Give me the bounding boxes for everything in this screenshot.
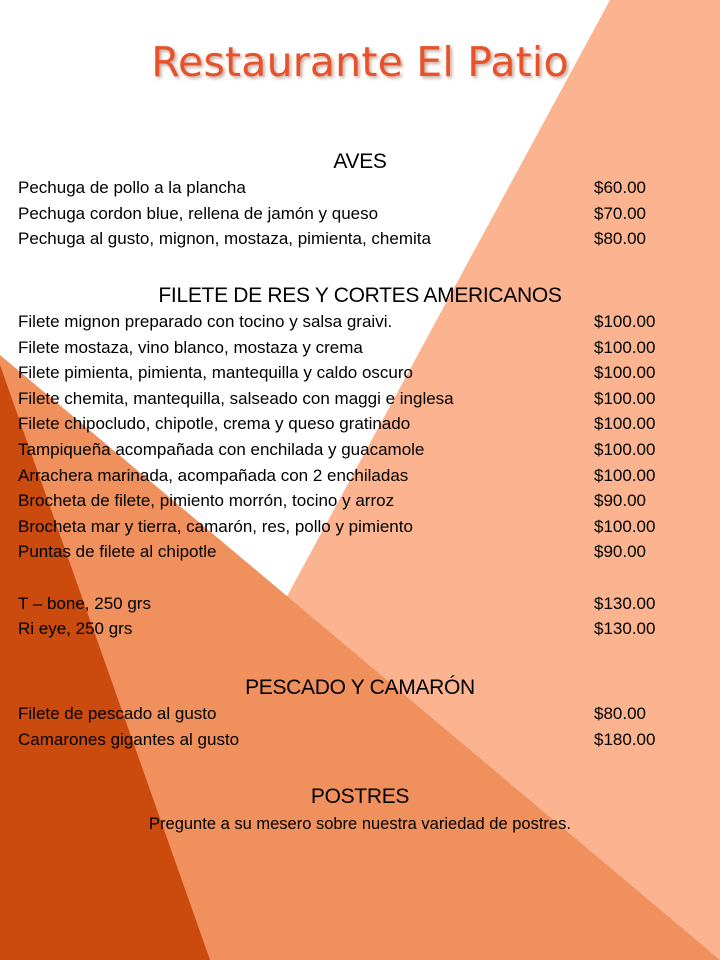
menu-item: [0, 309, 720, 335]
section-aves: [0, 149, 720, 252]
item-price: $100.00: [594, 363, 656, 383]
item-name: Camarones gigantes al gusto: [18, 729, 240, 749]
section-title-pescado: PESCADO Y CAMARÓN: [245, 676, 475, 699]
item-price: $100.00: [594, 465, 656, 485]
menu-item: [0, 701, 720, 727]
menu-item: [0, 175, 720, 201]
menu-item: [0, 591, 720, 617]
item-price: $100.00: [594, 439, 656, 459]
item-name: Filete pimienta, pimienta, mantequilla y caldo oscuro: [18, 363, 413, 383]
restaurant-title: Restaurante El Patio: [151, 38, 569, 86]
menu-item: [0, 386, 720, 412]
item-price: $90.00: [594, 542, 646, 562]
item-price: $100.00: [594, 414, 656, 434]
menu-spacer: [0, 565, 720, 591]
item-price: $80.00: [594, 704, 646, 723]
postres-note: Pregunte a su mesero sobre nuestra variedad de postres.: [149, 815, 571, 833]
menu-item: [0, 201, 720, 227]
item-name: Pechuga cordon blue, rellena de jamón y queso: [18, 203, 379, 223]
section-title-postres: POSTRES: [310, 785, 410, 808]
item-price: $100.00: [594, 388, 656, 408]
item-name: Filete mostaza, vino blanco, mostaza y crema: [18, 337, 363, 357]
item-price: $100.00: [594, 337, 656, 357]
item-name: Ri eye, 250 grs: [18, 619, 133, 639]
menu-item: [0, 360, 720, 386]
item-name: Puntas de filete al chipotle: [18, 542, 217, 562]
item-price: $130.00: [594, 593, 656, 613]
item-name: Brocheta de filete, pimiento morrón, tocino y arroz: [18, 491, 395, 511]
section-pescado: [0, 675, 720, 752]
item-name: T – bone, 250 grs: [18, 593, 151, 613]
menu-item: [0, 514, 720, 540]
item-name: Brocheta mar y tierra, camarón, res, pollo y pimiento: [18, 516, 413, 536]
item-price: $180.00: [594, 729, 656, 749]
item-name: Pechuga de pollo a la plancha: [18, 178, 246, 197]
section-filete: [0, 283, 720, 642]
menu-item: [0, 335, 720, 361]
item-name: Filete de pescado al gusto: [18, 704, 217, 723]
item-price: $90.00: [594, 491, 646, 511]
item-price: $70.00: [594, 203, 646, 223]
item-price: $60.00: [594, 178, 646, 197]
item-price: $80.00: [594, 229, 646, 249]
menu-item: [0, 226, 720, 252]
menu-item: [0, 488, 720, 514]
item-name: Tampiqueña acompañada con enchilada y guacamole: [18, 439, 425, 459]
item-name: Filete chipocludo, chipotle, crema y queso gratinado: [18, 414, 411, 434]
item-price: $100.00: [594, 516, 656, 536]
section-title-aves: AVES: [333, 150, 387, 173]
item-price: $130.00: [594, 619, 656, 639]
menu-item: [0, 437, 720, 463]
menu-item: [0, 539, 720, 565]
section-title-filete: FILETE DE RES Y CORTES AMERICANOS: [158, 284, 562, 307]
item-name: Pechuga al gusto, mignon, mostaza, pimienta, chemita: [18, 229, 431, 249]
menu-item: [0, 463, 720, 489]
menu-item: [0, 727, 720, 753]
item-name: Filete mignon preparado con tocino y salsa graivi.: [18, 312, 393, 331]
section-postres: [0, 784, 720, 835]
item-name: Filete chemita, mantequilla, salseado con maggi e inglesa: [18, 388, 454, 408]
item-price: $100.00: [594, 312, 656, 331]
item-name: Arrachera marinada, acompañada con 2 enchiladas: [18, 465, 409, 485]
menu-item: [0, 616, 720, 642]
menu-item: [0, 411, 720, 437]
